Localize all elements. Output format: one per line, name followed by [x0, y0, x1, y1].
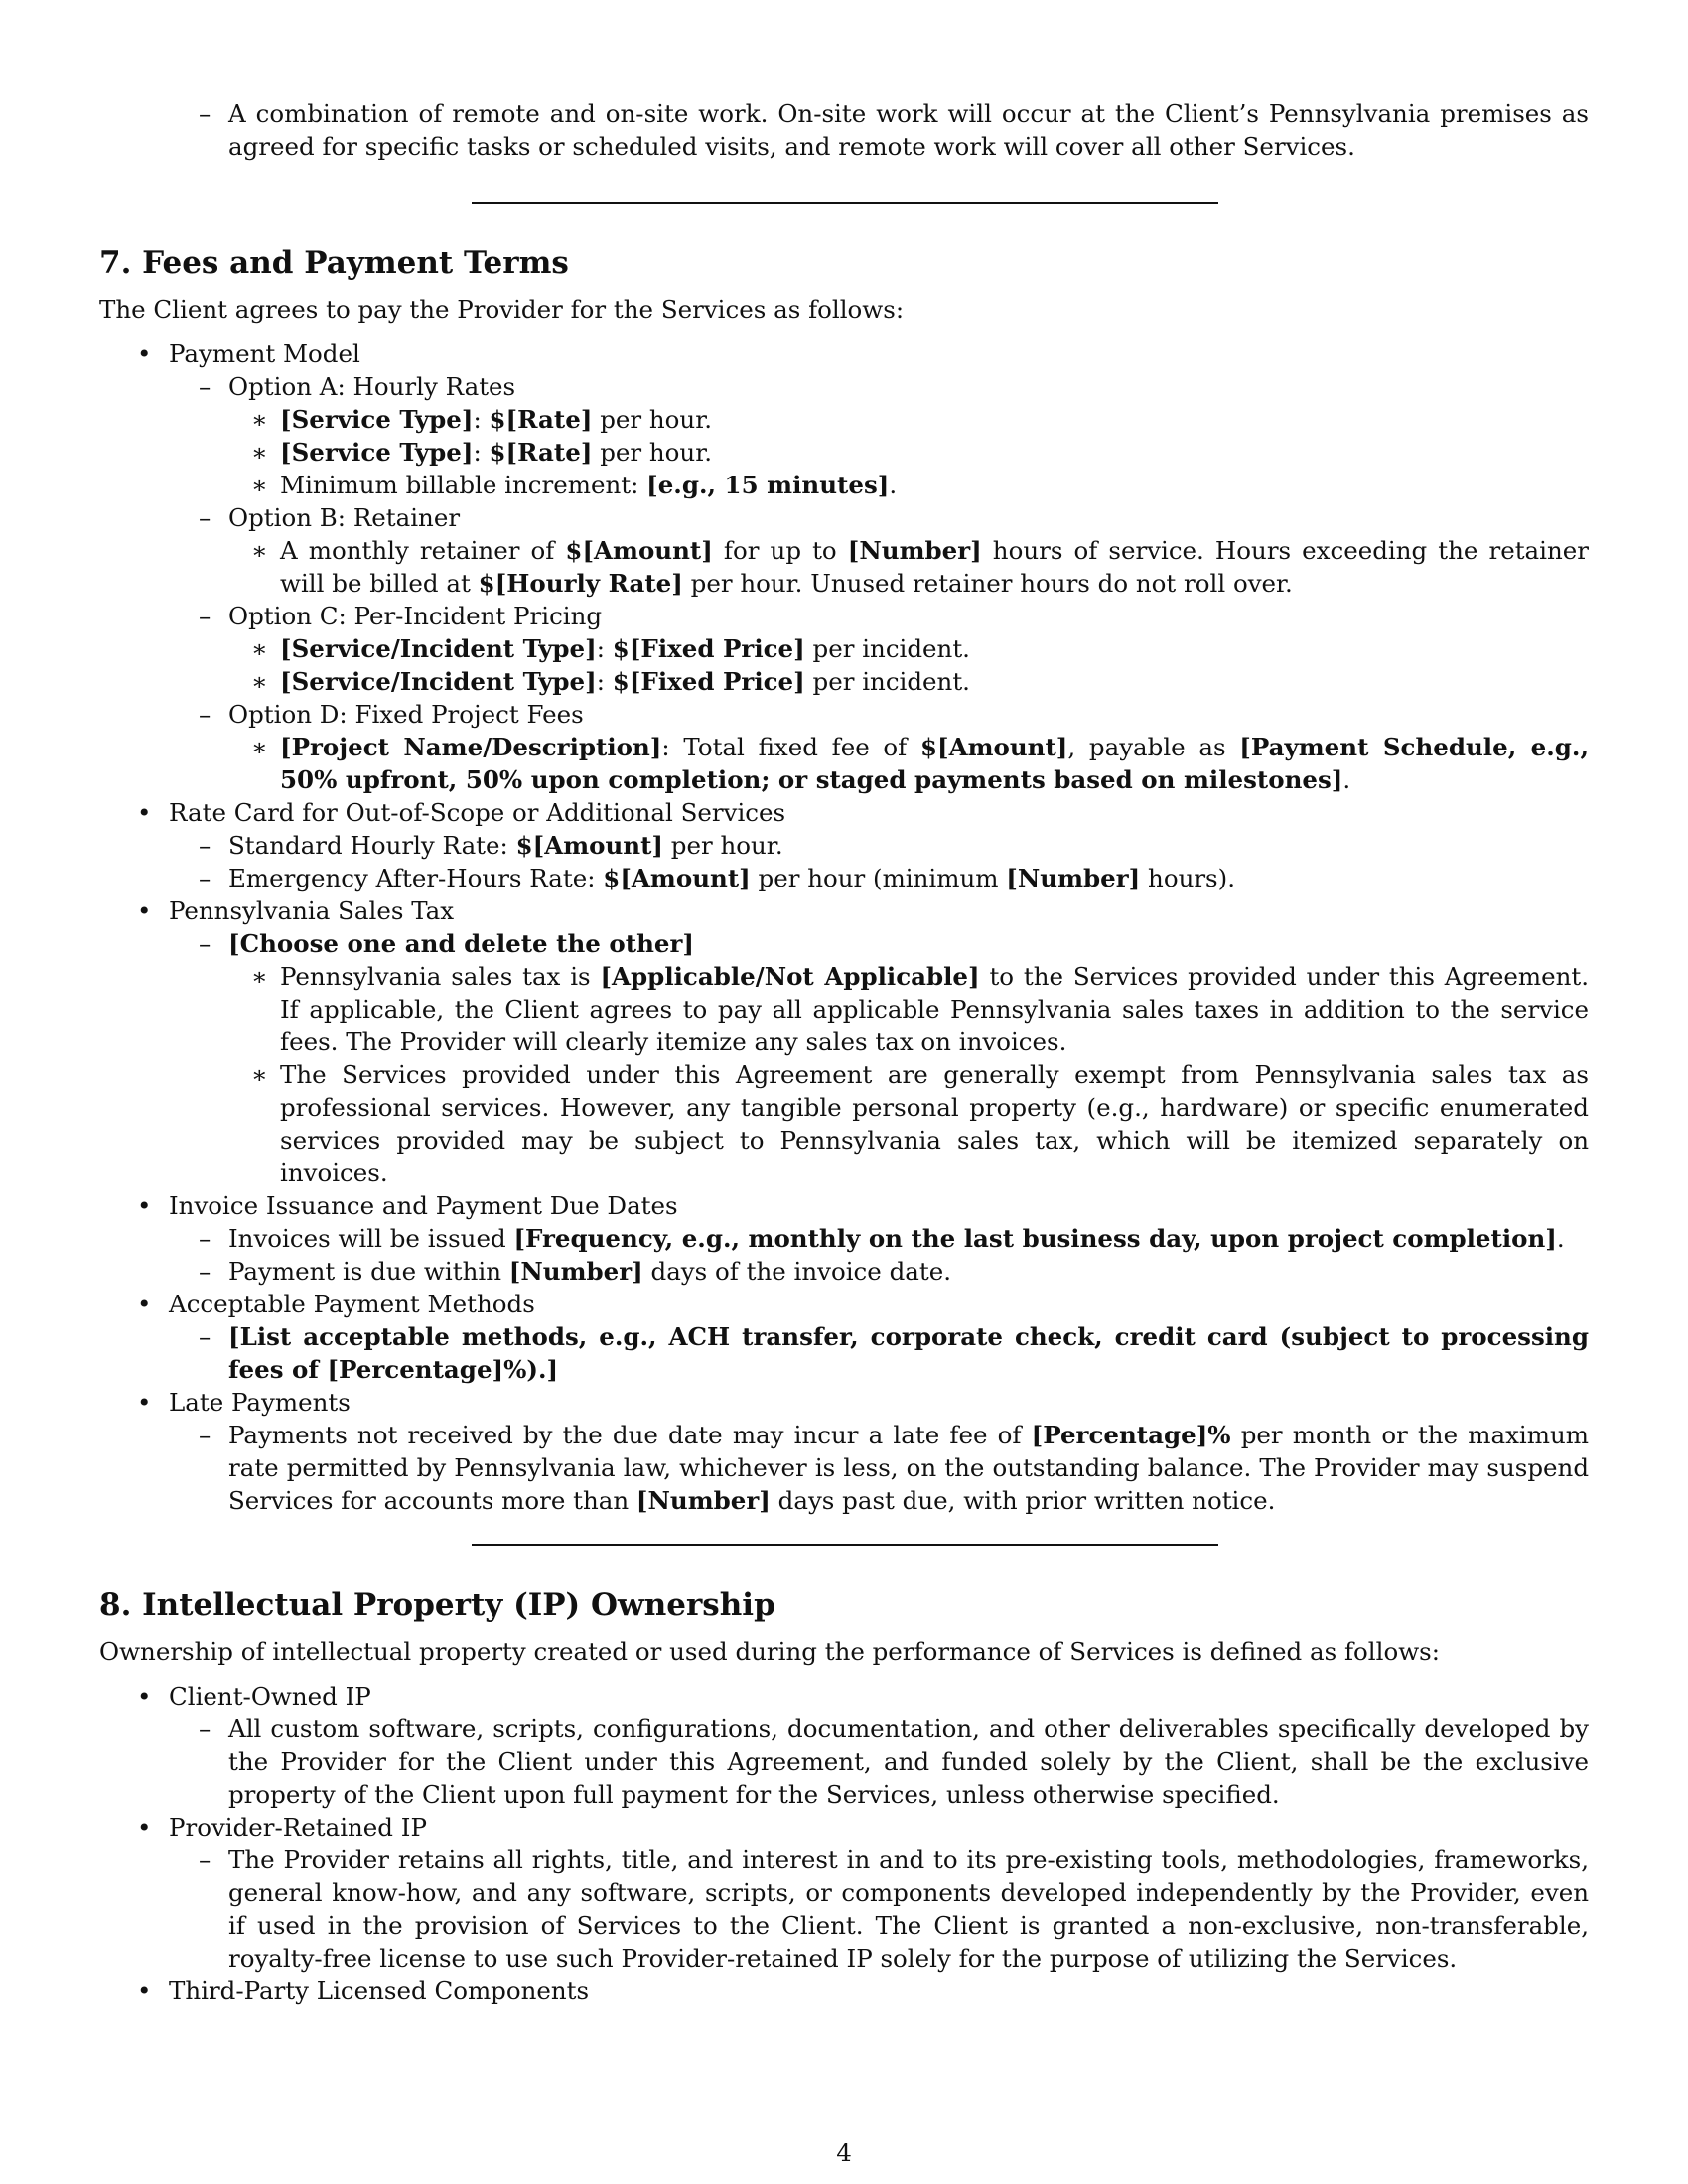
- list-item: ∗ [Project Name/Description]: Total fixed fee of $[Amount], payable as [Payment Schedule, e.g., 50% upfront, 50% upon completion; or staged payments based on milestones].: [251, 733, 1589, 794]
- list-item: – Invoices will be issued [Frequency, e.g., monthly on the last business day, upon project completion].: [199, 1224, 1565, 1253]
- ip-list: [99, 1680, 1589, 2007]
- list-item: – Payment is due within [Number] days of the invoice date.: [199, 1257, 951, 1286]
- list-item: ∗ Pennsylvania sales tax is [Applicable/Not Applicable] to the Services provided under this Agreement. If applicable, the Client agrees to pay all applicable Pennsylvania sales taxes in addition to the service fees. The Provider will clearly itemize any sales tax on invoices.: [251, 962, 1590, 1056]
- list-item: ∗ [Service Type]: $[Rate] per hour.: [251, 438, 713, 467]
- section-7-intro: The Client agrees to pay the Provider for the Services as follows:: [99, 295, 905, 324]
- carryover-item: – A combination of remote and on-site work. On-site work will occur at the Client’s Pennsylvania premises as agreed for specific tasks or scheduled visits, and remote work will cover all other Services.: [199, 99, 1589, 161]
- list-item: – [Choose one and delete the other] ∗ Pennsylvania sales tax is [Applicable/Not Applicable] to the Services provided under this Agreement. If applicable, the Client agrees to pay all applicable Pennsylvania sales taxes in addition to the service fees. The Provider will clearly itemize any sales tax on invoices. ∗ The Services provided under this Agreement are generally exempt from Pennsylvania sales tax as professional services. However, any tangible personal property (e.g., hardware) or specific enumerated services provided may be subject to Pennsylvania sales tax, which will be itemized separately on invoices.: [99, 927, 1589, 1189]
- list-item-payment-methods: • Acceptable Payment Methods – [List acceptable methods, e.g., ACH transfer, corporate check, credit card (subject to processing fees of [Percentage]%).]: [99, 1288, 1589, 1386]
- page-number: 4: [836, 2138, 852, 2167]
- section-8-heading: 8. Intellectual Property (IP) Ownership: [99, 1587, 775, 1623]
- list-item-option-b: – Option B: Retainer ∗ A monthly retainer of $[Amount] for up to [Number] hours of service. Hours exceeding the retainer will be billed at $[Hourly Rate] per hour. Unused retainer hours do not roll over.: [99, 501, 1589, 600]
- list-item: ∗ [Service/Incident Type]: $[Fixed Price] per incident.: [251, 634, 970, 663]
- list-item: ∗ A monthly retainer of $[Amount] for up to [Number] hours of service. Hours exceeding the retainer will be billed at $[Hourly Rate] per hour. Unused retainer hours do not roll over.: [251, 536, 1589, 598]
- list-item: – Emergency After-Hours Rate: $[Amount] per hour (minimum [Number] hours).: [199, 864, 1235, 892]
- list-item-third-party: • Third-Party Licensed Components: [137, 1977, 590, 2005]
- list-item: ∗ [Service Type]: $[Rate] per hour.: [251, 405, 713, 434]
- list-item: – All custom software, scripts, configurations, documentation, and other deliverables specifically developed by the Provider for the Client under this Agreement, and funded solely by the Client, shall be the exclusive property of the Client upon full payment for the Services, unless otherwise specified.: [199, 1714, 1589, 1809]
- list-item-sales-tax: • Pennsylvania Sales Tax – [Choose one and delete the other] ∗ Pennsylvania sales tax is [Applicable/Not Applicable] to the Services provided under this Agreement. If applicable, the Client agrees to pay all applicable Pennsylvania sales taxes in addition to the service fees. The Provider will clearly itemize any sales tax on invoices. ∗ The Services provided under this Agreement are generally exempt from Pennsylvania sales tax as professional services. However, any tangible personal property (e.g., hardware) or specific enumerated services provided may be subject to Pennsylvania sales tax, which will be itemized separately on invoices.: [99, 894, 1589, 1189]
- list-item-client-ip: • Client-Owned IP – All custom software, scripts, configurations, documentation, and other deliverables specifically developed by the Provider for the Client under this Agreement, and funded solely by the Client, shall be the exclusive property of the Client upon full payment for the Services, unless otherwise specified.: [99, 1680, 1589, 1811]
- list-item-late-payments: • Late Payments – Payments not received by the due date may incur a late fee of [Percentage]% per month or the maximum rate permitted by Pennsylvania law, whichever is less, on the outstanding balance. The Provider may suspend Services for accounts more than [Number] days past due, with prior written notice.: [99, 1386, 1589, 1517]
- section-divider: [472, 1544, 1218, 1546]
- fees-list: [99, 338, 1589, 1517]
- list-item: ∗ [Service/Incident Type]: $[Fixed Price] per incident.: [251, 667, 970, 696]
- list-item-rate-card: • Rate Card for Out-of-Scope or Additional Services – Standard Hourly Rate: $[Amount] per hour. – Emergency After-Hours Rate: $[Amount] per hour (minimum [Number] hours).: [99, 796, 1589, 894]
- list-item-payment-model: • Payment Model – Option A: Hourly Rates ∗ [Service Type]: $[Rate] per hour. ∗ [Service Type]: $[Rate] per hour. ∗ Minimum billable increment: [e.g., 15 minutes]. – Option B: Retainer ∗ A monthly retainer of $[Amount] for up to [Number] hours of service. Hours exceeding the retainer will be billed at $[Hourly Rate] per hour. Unused retainer hours do not roll over. – Option C: Per-Incident Pricing ∗ [Service/Incident Type]: $[Fixed Price] per incident. ∗ [Service/Incident Type]: $[Fixed Price] per incident. – Option D: Fixed Project Fees ∗ [Project Name/Description]: Total fixed fee of $[Amount], payable as [Payment Schedule, e.g., 50% upfront, 50% upon completion; or staged payments based on milestones].: [99, 338, 1589, 796]
- list-item: ∗ The Services provided under this Agreement are generally exempt from Pennsylvania sales tax as professional services. However, any tangible personal property (e.g., hardware) or specific enumerated services provided may be subject to Pennsylvania sales tax, which will be itemized separately on invoices.: [251, 1060, 1589, 1187]
- list-item: – The Provider retains all rights, title, and interest in and to its pre-existing tools, methodologies, frameworks, general know-how, and any software, scripts, or components developed independently by the Provider, even if used in the provision of Services to the Client. The Client is granted a non-exclusive, non-transferable, royalty-free license to use such Provider-retained IP solely for the purpose of utilizing the Services.: [199, 1845, 1589, 1973]
- list-item-option-d: – Option D: Fixed Project Fees ∗ [Project Name/Description]: Total fixed fee of $[Amount], payable as [Payment Schedule, e.g., 50% upfront, 50% upon completion; or staged payments based on milestones].: [99, 698, 1589, 796]
- list-item-provider-ip: • Provider-Retained IP – The Provider retains all rights, title, and interest in and to its pre-existing tools, methodologies, frameworks, general know-how, and any software, scripts, or components developed independently by the Provider, even if used in the provision of Services to the Client. The Client is granted a non-exclusive, non-transferable, royalty-free license to use such Provider-retained IP solely for the purpose of utilizing the Services.: [99, 1811, 1589, 1975]
- section-7-heading: 7. Fees and Payment Terms: [99, 245, 569, 281]
- list-item: – Payments not received by the due date may incur a late fee of [Percentage]% per month or the maximum rate permitted by Pennsylvania law, whichever is less, on the outstanding balance. The Provider may suspend Services for accounts more than [Number] days past due, with prior written notice.: [199, 1421, 1589, 1515]
- list-item: – [List acceptable methods, e.g., ACH transfer, corporate check, credit card (subject to processing fees of [Percentage]%).]: [199, 1322, 1589, 1384]
- list-item-invoice: • Invoice Issuance and Payment Due Dates – Invoices will be issued [Frequency, e.g., monthly on the last business day, upon project completion]. – Payment is due within [Number] days of the invoice date.: [99, 1189, 1589, 1288]
- list-item: – Standard Hourly Rate: $[Amount] per hour.: [199, 831, 783, 860]
- list-item-option-a: – Option A: Hourly Rates ∗ [Service Type]: $[Rate] per hour. ∗ [Service Type]: $[Rate] per hour. ∗ Minimum billable increment: [e.g., 15 minutes].: [99, 370, 1589, 501]
- list-item-option-c: – Option C: Per-Incident Pricing ∗ [Service/Incident Type]: $[Fixed Price] per incident. ∗ [Service/Incident Type]: $[Fixed Price] per incident.: [99, 600, 1589, 698]
- dash-marker: –: [199, 99, 211, 128]
- list-item: ∗ Minimum billable increment: [e.g., 15 minutes].: [251, 471, 898, 499]
- section-divider: [472, 202, 1218, 204]
- document-page: [99, 99, 1589, 2007]
- section-8-intro: Ownership of intellectual property created or used during the performance of Services is defined as follows:: [99, 1637, 1441, 1666]
